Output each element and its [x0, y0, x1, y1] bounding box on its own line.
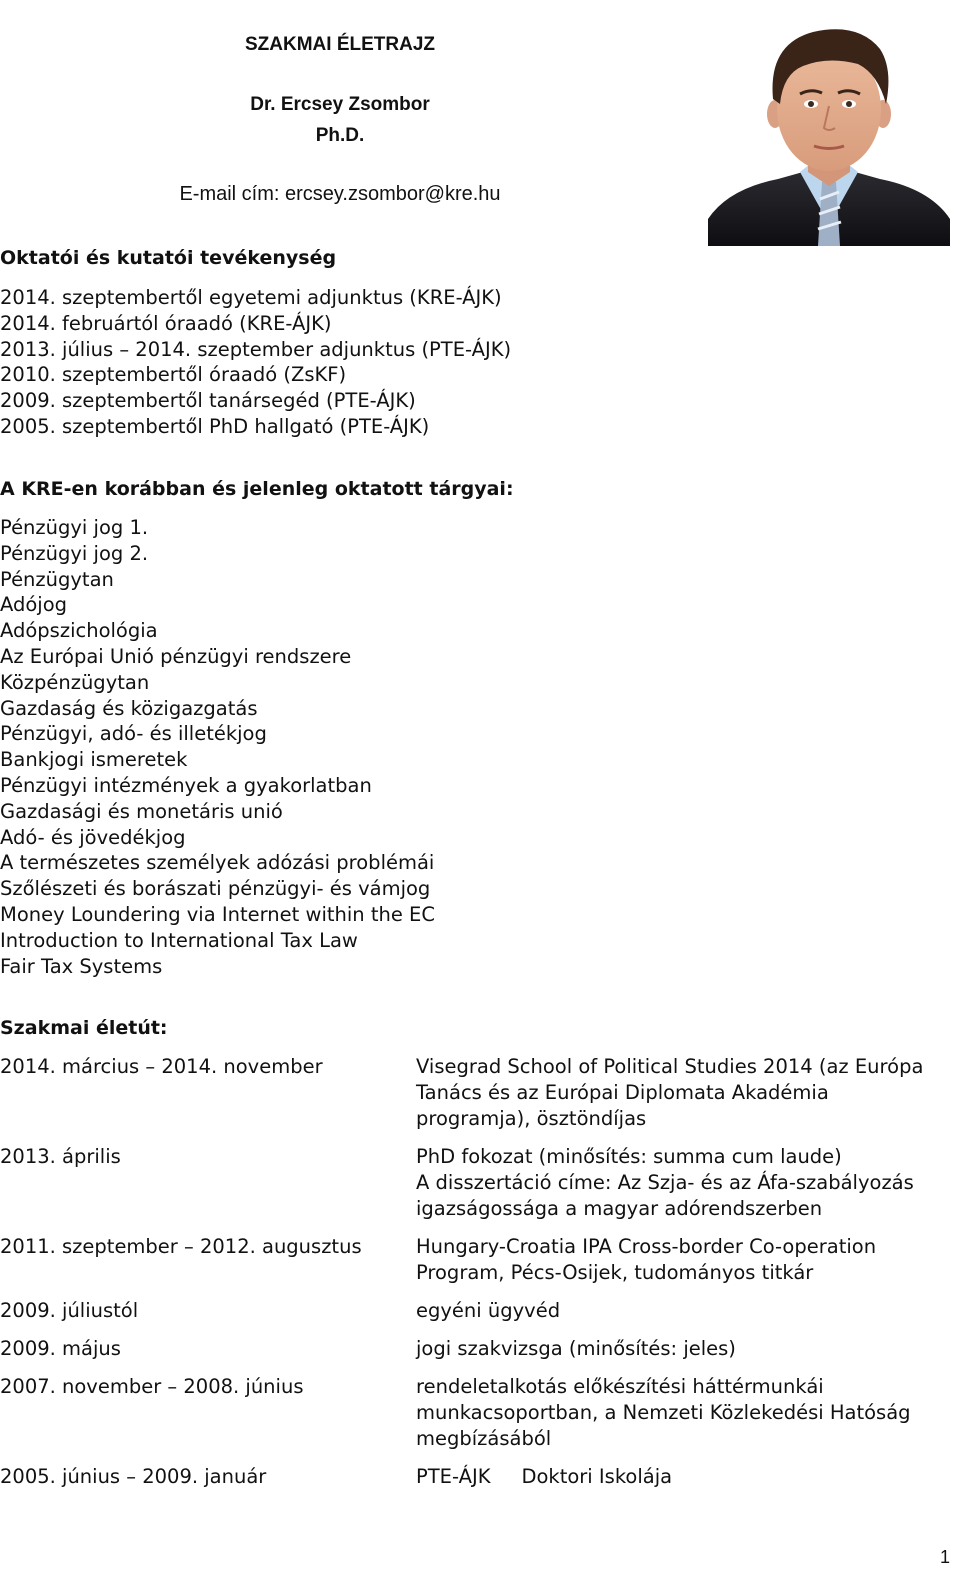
career-line: programja), ösztöndíjas — [416, 1106, 647, 1130]
career-description — [416, 1464, 672, 1490]
career-line: igazságossága a magyar adórendszerben — [416, 1196, 823, 1220]
email-line: E-mail cím: ercsey.zsombor@kre.hu — [179, 183, 501, 205]
career-line: A disszertáció címe: Az Szja- és az Áfa-szabályozás — [416, 1170, 914, 1194]
list-item: Pénzügytan — [0, 567, 114, 591]
career-date: 2005. június – 2009. január — [0, 1465, 267, 1488]
career-date: 2013. április — [0, 1145, 121, 1168]
career-line: rendeletalkotás előkészítési háttérmunkái — [416, 1375, 824, 1398]
list-item: Money Loundering via Internet within the EC — [0, 902, 435, 926]
career-line: megbízásából — [416, 1426, 552, 1450]
career-line: jogi szakvizsga (minősítés: jeles) — [416, 1337, 736, 1360]
career-line: Visegrad School of Political Studies 2014 (az Európa — [416, 1055, 924, 1078]
portrait-photo — [708, 14, 950, 246]
list-item: Közpénzügytan — [0, 670, 150, 694]
portrait-photo-icon — [708, 14, 950, 246]
list-item: 2009. szeptembertől tanársegéd (PTE-ÁJK) — [0, 389, 416, 413]
career-description — [416, 1298, 560, 1324]
list-item: Az Európai Unió pénzügyi rendszere — [0, 644, 352, 668]
career-date: 2009. júliustól — [0, 1299, 139, 1322]
career-line: Program, Pécs-Osijek, tudományos titkár — [416, 1260, 814, 1284]
career-description — [416, 1336, 736, 1362]
list-item: Adó- és jövedékjog — [0, 825, 186, 849]
document-title: SZAKMAI ÉLETRAJZ — [245, 34, 435, 55]
list-item: Adójog — [0, 593, 68, 617]
list-item: Pénzügyi jog 2. — [0, 541, 149, 565]
list-item: Pénzügyi intézmények a gyakorlatban — [0, 773, 372, 797]
subjects-heading: A KRE-en korábban és jelenleg oktatott tárgyai: — [0, 478, 514, 500]
list-item: A természetes személyek adózási problémái — [0, 851, 435, 875]
list-item: 2005. szeptembertől PhD hallgató (PTE-ÁJK) — [0, 414, 430, 438]
list-item: 2013. július – 2014. szeptember adjunktus (PTE-ÁJK) — [0, 337, 512, 361]
page-number: 1 — [939, 1547, 950, 1567]
career-description — [416, 1374, 911, 1451]
career-heading: Szakmai életút: — [0, 1017, 168, 1039]
list-item: Gazdaság és közigazgatás — [0, 696, 258, 720]
list-item: Pénzügyi jog 1. — [0, 516, 149, 539]
list-item: Adópszichológia — [0, 619, 158, 643]
career-description — [416, 1054, 923, 1131]
teaching-list — [0, 285, 511, 440]
list-item: Bankjogi ismeretek — [0, 748, 188, 772]
list-item: Szőlészeti és borászati pénzügyi- és vámjog — [0, 877, 431, 901]
list-item: Fair Tax Systems — [0, 954, 163, 978]
career-description — [416, 1234, 876, 1286]
list-item: 2010. szeptembertől óraadó (ZsKF) — [0, 363, 347, 387]
person-name: Dr. Ercsey Zsombor — [250, 94, 430, 115]
list-item: 2014. szeptembertől egyetemi adjunktus (KRE-ÁJK) — [0, 286, 502, 309]
career-description — [416, 1144, 914, 1221]
career-date: 2007. november – 2008. június — [0, 1375, 304, 1398]
career-line: egyéni ügyvéd — [416, 1299, 561, 1322]
subjects-list — [0, 515, 435, 979]
list-item: 2014. februártól óraadó (KRE-ÁJK) — [0, 311, 332, 335]
career-date: 2014. március – 2014. november — [0, 1055, 323, 1078]
teaching-heading: Oktatói és kutatói tevékenység — [0, 247, 337, 269]
career-line: Hungary-Croatia IPA Cross-border Co-operation — [416, 1235, 877, 1258]
list-item: Pénzügyi, adó- és illetékjog — [0, 722, 267, 746]
career-date: 2009. május — [0, 1337, 121, 1360]
career-line: PTE-ÁJK Doktori Iskolája — [416, 1465, 673, 1488]
career-line: PhD fokozat (minősítés: summa cum laude) — [416, 1145, 842, 1168]
career-line: munkacsoportban, a Nemzeti Közlekedési Hatóság — [416, 1400, 911, 1424]
list-item: Introduction to International Tax Law — [0, 928, 358, 952]
career-line: Tanács és az Európai Diplomata Akadémia — [416, 1080, 829, 1104]
career-date: 2011. szeptember – 2012. augusztus — [0, 1235, 362, 1258]
list-item: Gazdasági és monetáris unió — [0, 799, 283, 823]
person-degree: Ph.D. — [315, 125, 365, 146]
